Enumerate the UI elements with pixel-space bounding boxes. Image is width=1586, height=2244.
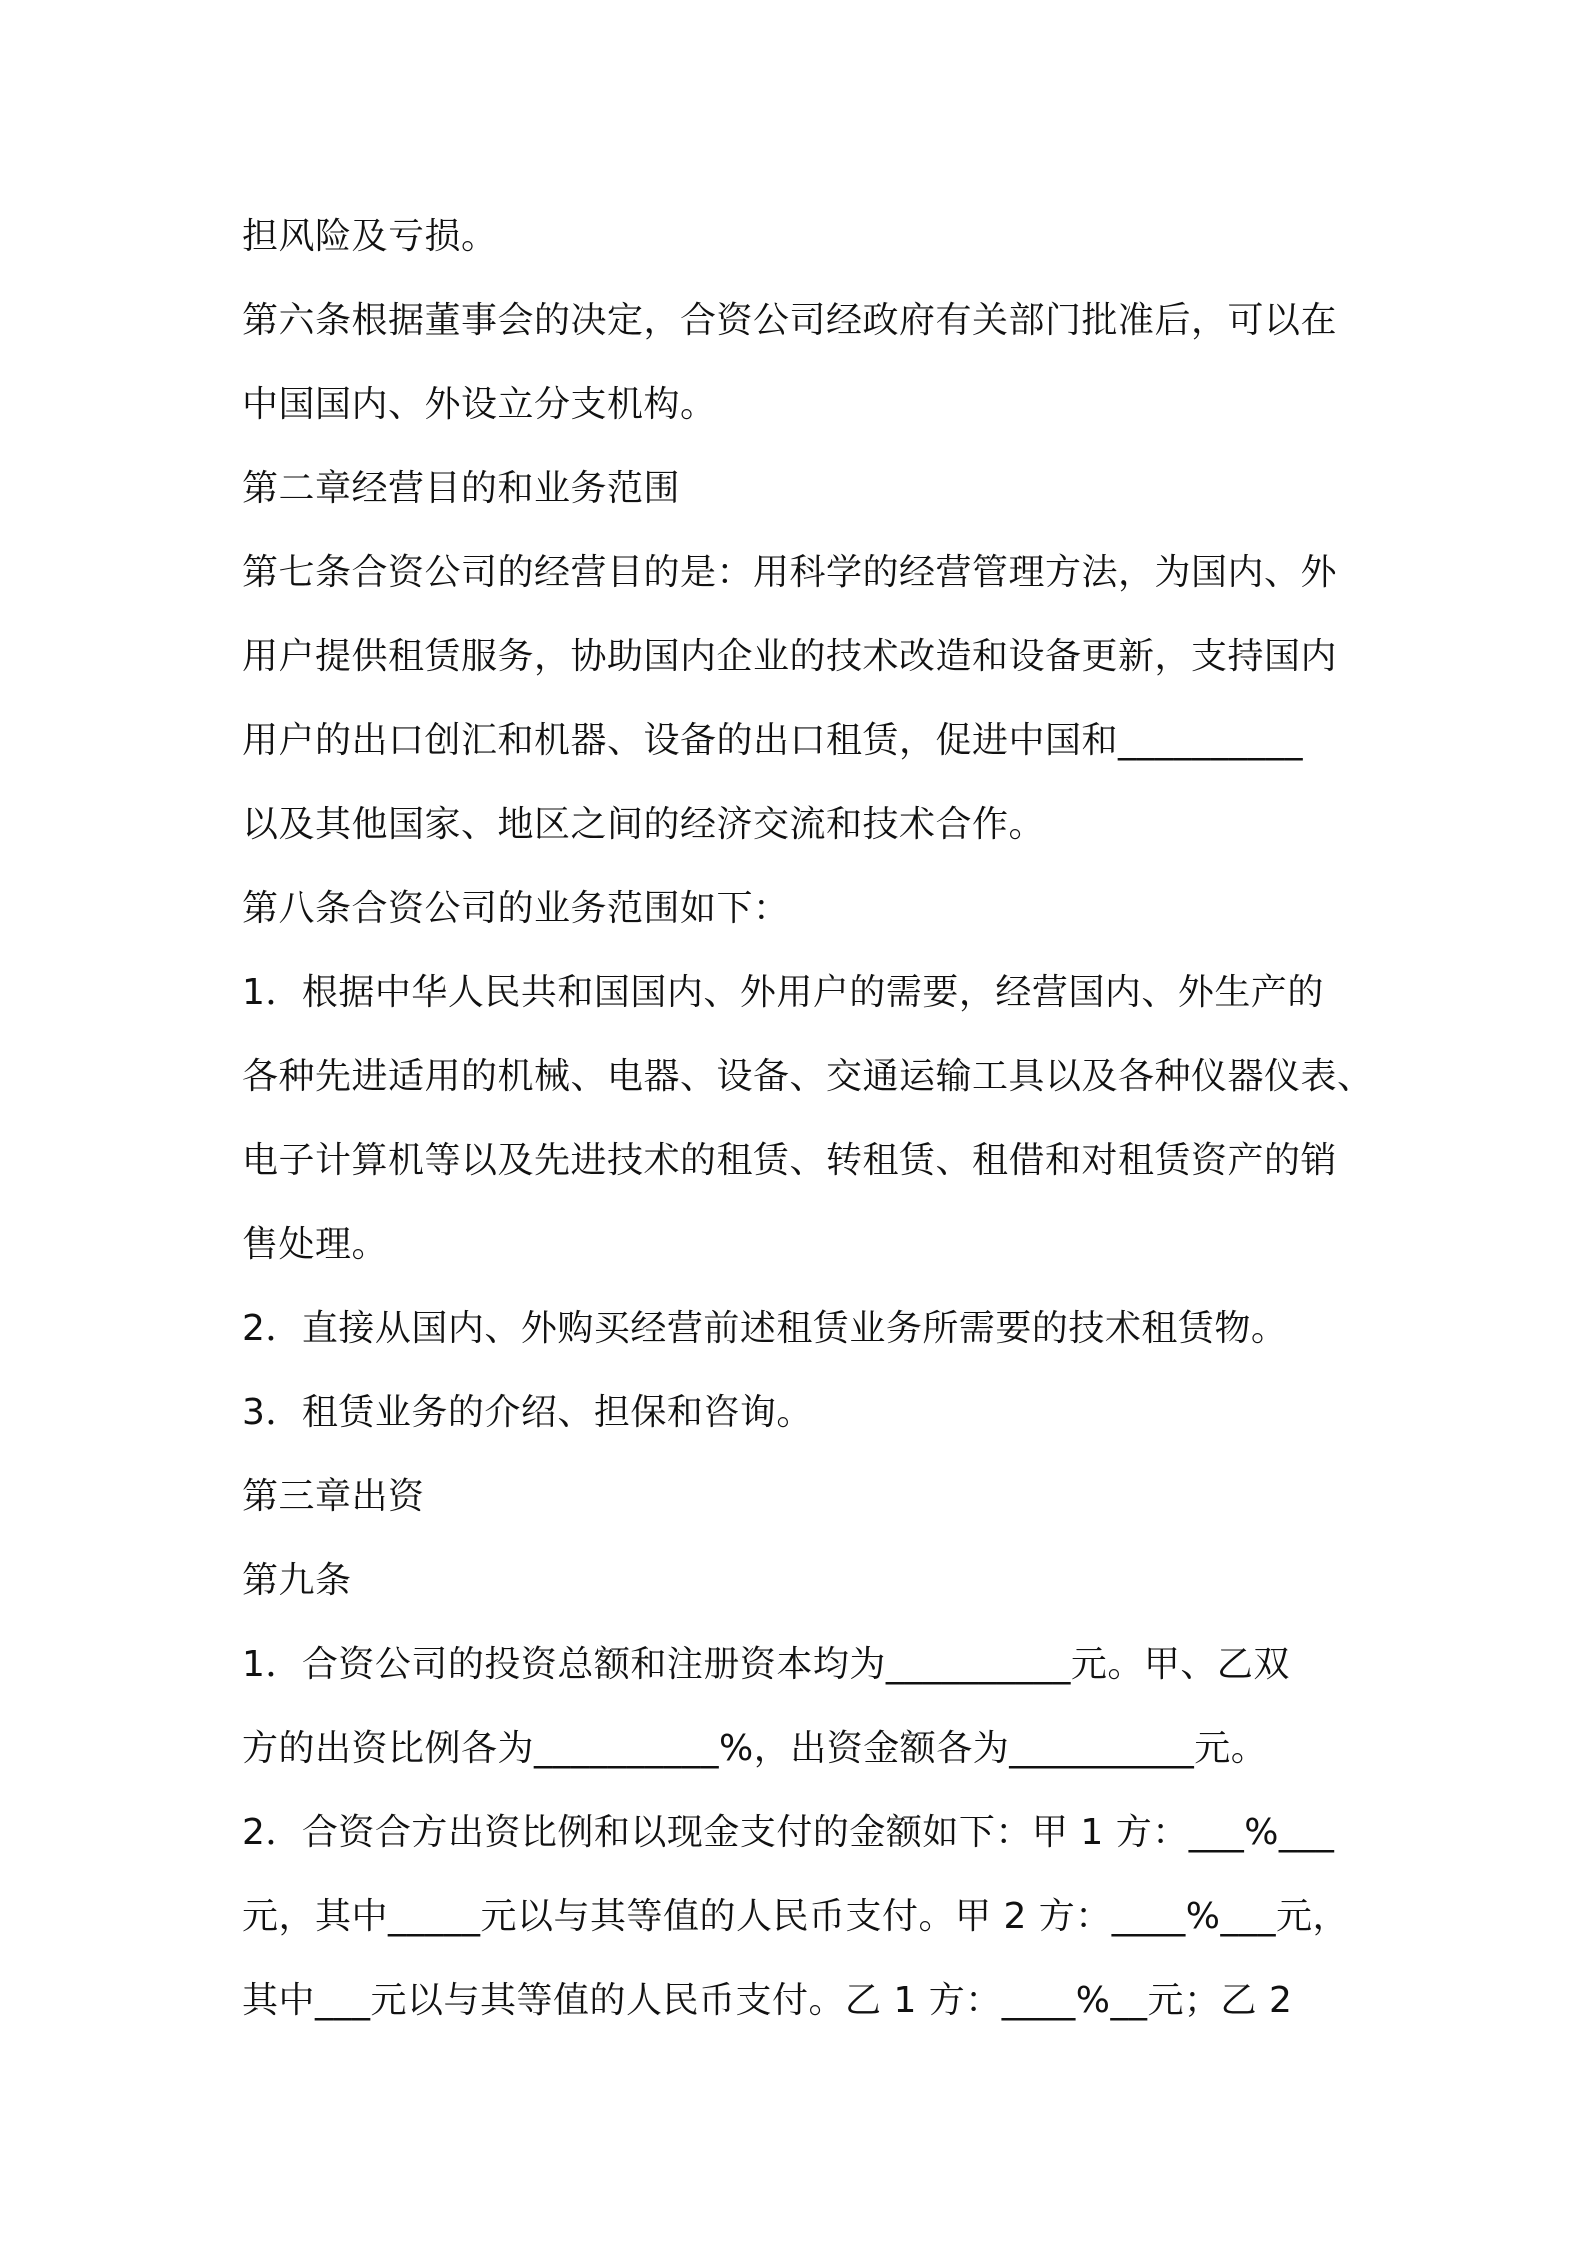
- text-line: 中国国内、外设立分支机构。: [242, 384, 717, 425]
- text-line: 第八条合资公司的业务范围如下：: [242, 888, 790, 929]
- list-item-line: 电子计算机等以及先进技术的租赁、转租赁、租借和对租赁资产的销: [242, 1140, 1338, 1181]
- list-item-line: 售处理。: [242, 1224, 389, 1265]
- text-line: 担风险及亏损。: [242, 216, 498, 257]
- chapter-heading: 第三章出资: [242, 1476, 425, 1517]
- list-item-line: 各种先进适用的机械、电器、设备、交通运输工具以及各种仪器仪表、: [242, 1056, 1374, 1097]
- chapter-heading: 第二章经营目的和业务范围: [242, 468, 681, 509]
- list-item-line: 2．合资合方出资比例和以现金支付的金额如下：甲 1 方：___%___: [242, 1812, 1335, 1853]
- list-item-line: 元，其中_____元以与其等值的人民币支付。甲 2 方：____%___元，: [242, 1896, 1349, 1937]
- text-line: 第七条合资公司的经营目的是：用科学的经营管理方法，为国内、外: [242, 552, 1338, 593]
- text-line: 用户的出口创汇和机器、设备的出口租赁，促进中国和__________: [242, 720, 1304, 761]
- list-item-line: 2．直接从国内、外购买经营前述租赁业务所需要的技术租赁物。: [242, 1308, 1288, 1349]
- list-item-line: 1．合资公司的投资总额和注册资本均为__________元。甲、乙双: [242, 1644, 1290, 1685]
- list-item-line: 3．租赁业务的介绍、担保和咨询。: [242, 1392, 813, 1433]
- list-item-line: 1．根据中华人民共和国国内、外用户的需要，经营国内、外生产的: [242, 972, 1324, 1013]
- article-heading: 第九条: [242, 1560, 352, 1601]
- text-line: 以及其他国家、地区之间的经济交流和技术合作。: [242, 804, 1046, 845]
- list-item-line: 方的出资比例各为__________%，出资金额各为__________元。: [242, 1728, 1268, 1769]
- text-line: 用户提供租赁服务，协助国内企业的技术改造和设备更新，支持国内: [242, 636, 1338, 677]
- text-line: 第六条根据董事会的决定，合资公司经政府有关部门批准后，可以在: [242, 300, 1338, 341]
- document-body: [242, 195, 1374, 2043]
- list-item-line: 其中___元以与其等值的人民币支付。乙 1 方：____%__元；乙 2: [242, 1980, 1293, 2021]
